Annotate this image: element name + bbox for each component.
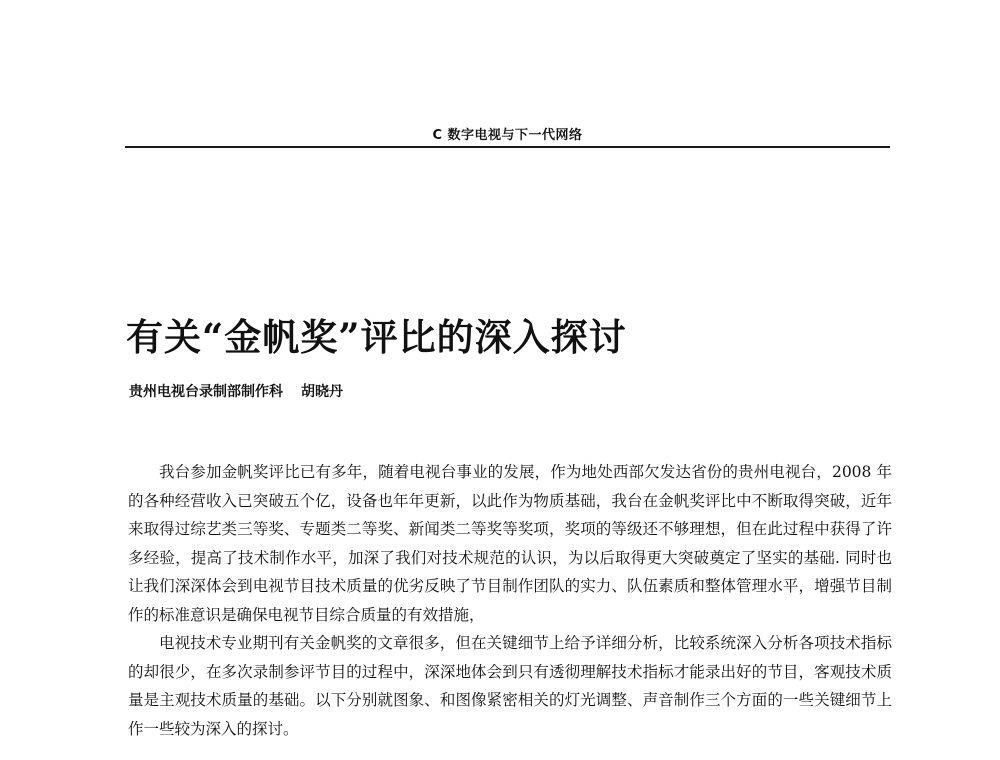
body-paragraph-1: 我台参加金帆奖评比已有多年，随着电视台事业的发展，作为地处西部欠发达省份的贵州电视台，2008 年的各种经营收入已突破五个亿，设备也年年更新，以此作为物质基础，我台在金帆奖评比中不断取得突破，近年来取得过综艺类三等奖、专题类二等奖、新闻类二等奖等奖项，奖项的等级还不够理想，但在此过程中获得了许多经验，提高了技术制作水平，加深了我们对技术规范的认识，为以后取得更大突破奠定了坚实的基础. 同时也让我们深深体会到电视节目技术质量的优劣反映了节目制作团队的实力、队伍素质和整体管理水平，增强节目制作的标准意识是确保电视节目综合质量的有效措施， bbox=[128, 463, 892, 624]
author-name: 胡晓丹 bbox=[301, 384, 343, 400]
body-paragraph-2: 电视技术专业期刊有关金帆奖的文章很多，但在关键细节上给予详细分析，比较系统深入分析各项技术指标的却很少，在多次录制参评节目的过程中，深深地体会到只有透彻理解技术指标才能录出好的节目，客观技术质量是主观技术质量的基础。以下分别就图象、和图像紧密相关的灯光调整、声音制作三个方面的一些关键细节上作一些较为深入的探讨。 bbox=[128, 634, 892, 738]
author-affiliation: 贵州电视台录制部制作科 bbox=[129, 384, 283, 400]
article-body bbox=[128, 458, 892, 743]
byline bbox=[129, 381, 343, 403]
running-header: C 数字电视与下一代网络 bbox=[432, 128, 583, 143]
header-rule bbox=[125, 146, 890, 148]
article-title: 有关“金帆奖”评比的深入探讨 bbox=[126, 314, 627, 359]
